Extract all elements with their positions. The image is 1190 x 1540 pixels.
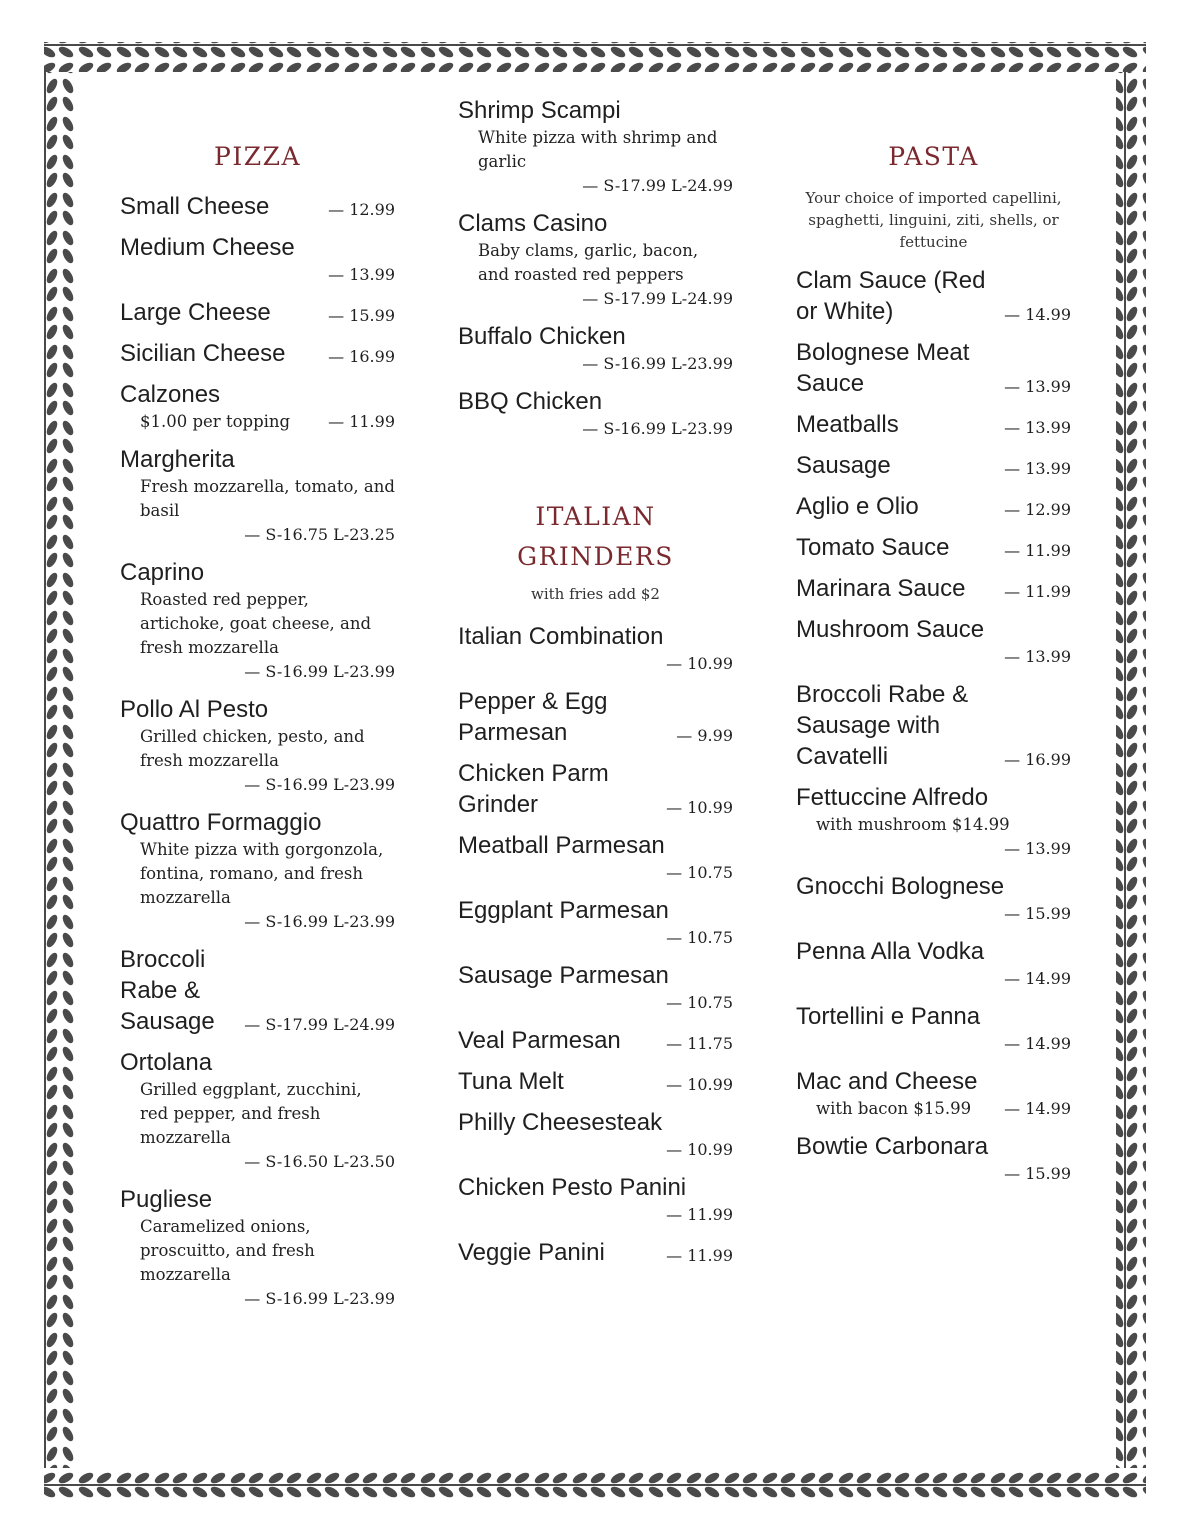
menu-item: Penna Alla Vodka — 14.99 [796, 938, 1071, 988]
menu-item: Sausage — 13.99 [796, 452, 1071, 479]
menu-item: BBQ Chicken — S-16.99 L-23.99 [458, 388, 733, 438]
menu-item: Chicken Pesto Panini — 11.99 [458, 1174, 733, 1224]
menu-item: Mac and Cheese with bacon $15.99 — 14.99 [796, 1068, 1071, 1118]
pasta-heading: PASTA [888, 142, 979, 171]
menu-item: Tomato Sauce — 11.99 [796, 534, 1071, 561]
menu-item: Small Cheese — 12.99 [120, 193, 395, 220]
menu-item: Bowtie Carbonara — 15.99 [796, 1133, 1071, 1183]
pizza-column [120, 95, 395, 1321]
menu-item: Eggplant Parmesan — 10.75 [458, 897, 733, 947]
pizza-heading: PIZZA [214, 142, 301, 171]
menu-item: Calzones $1.00 per topping — 11.99 [120, 381, 395, 431]
menu-item: Clam Sauce (Red or White) — 14.99 [796, 267, 1071, 325]
menu-item: Clams Casino Baby clams, garlic, bacon, and roasted red peppers — S-17.99 L-24.99 [458, 210, 733, 308]
pasta-subtitle: Your choice of imported capellini, spaghetti, linguini, ziti, shells, or fettucine [805, 189, 1062, 251]
menu-item: Buffalo Chicken — S-16.99 L-23.99 [458, 323, 733, 373]
menu-item: Chicken Parm Grinder — 10.99 [458, 760, 733, 818]
pasta-column [796, 95, 1071, 1196]
menu-item: Philly Cheesesteak — 10.99 [458, 1109, 733, 1159]
menu-item: Quattro Formaggio White pizza with gorgonzola, fontina, romano, and fresh mozzarella — S-16.99 L-23.99 [120, 809, 395, 931]
menu-item: Bolognese Meat Sauce — 13.99 [796, 339, 1071, 397]
menu-item: Pollo Al Pesto Grilled chicken, pesto, and fresh mozzarella — S-16.99 L-23.99 [120, 696, 395, 794]
menu-item: Tuna Melt — 10.99 [458, 1068, 733, 1095]
menu-item: Sicilian Cheese — 16.99 [120, 340, 395, 367]
menu-item: Aglio e Olio — 12.99 [796, 493, 1071, 520]
menu-item: Pepper & Egg Parmesan — 9.99 [458, 688, 733, 746]
menu-item: Italian Combination — 10.99 [458, 623, 733, 673]
menu-item: Large Cheese — 15.99 [120, 299, 395, 326]
menu-item: Ortolana Grilled eggplant, zucchini, red pepper, and fresh mozzarella — S-16.50 L-23.50 [120, 1049, 395, 1171]
menu-item: Sausage Parmesan — 10.75 [458, 962, 733, 1012]
menu-item: Fettuccine Alfredo with mushroom $14.99 — 13.99 [796, 784, 1071, 858]
menu-item: Medium Cheese — 13.99 [120, 234, 395, 284]
menu-item: Shrimp Scampi White pizza with shrimp and garlic — S-17.99 L-24.99 [458, 97, 733, 195]
menu-item: Meatballs — 13.99 [796, 411, 1071, 438]
menu-item: Broccoli Rabe & Sausage with Cavatelli — 16.99 [796, 681, 1071, 770]
menu-item: Veal Parmesan — 11.75 [458, 1027, 733, 1054]
menu-item: Tortellini e Panna — 14.99 [796, 1003, 1071, 1053]
menu-item: Mushroom Sauce — 13.99 [796, 616, 1071, 666]
menu-item: Meatball Parmesan — 10.75 [458, 832, 733, 882]
menu-item: Broccoli Rabe & Sausage — S-17.99 L-24.99 [120, 946, 395, 1035]
grinders-heading-line2: GRINDERS [517, 542, 674, 571]
menu-item: Gnocchi Bolognese — 15.99 [796, 873, 1071, 923]
menu-item: Veggie Panini — 11.99 [458, 1239, 733, 1266]
menu-item: Caprino Roasted red pepper, artichoke, goat cheese, and fresh mozzarella — S-16.99 L-23.99 [120, 559, 395, 681]
menu-item: Margherita Fresh mozzarella, tomato, and basil — S-16.75 L-23.25 [120, 446, 395, 544]
menu-item: Marinara Sauce — 11.99 [796, 575, 1071, 602]
grinders-heading-line1: ITALIAN [535, 502, 656, 531]
menu-item: Pugliese Caramelized onions, proscuitto, and fresh mozzarella — S-16.99 L-23.99 [120, 1186, 395, 1308]
specialty-grinders-column [458, 95, 733, 1278]
grinders-subtitle: with fries add $2 [531, 585, 660, 603]
